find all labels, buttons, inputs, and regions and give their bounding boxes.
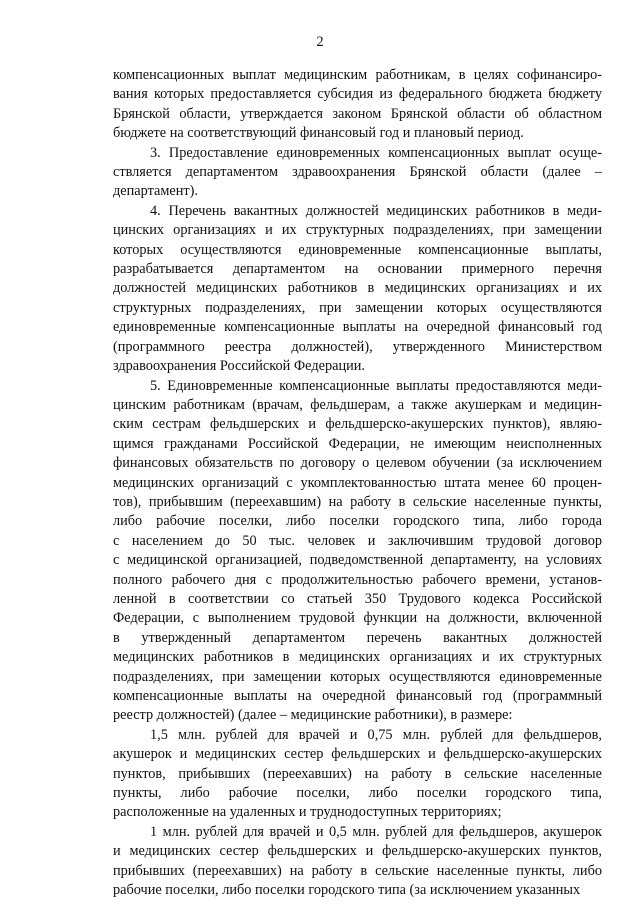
text-line: разрабатывается департаментом на основании примерного перечня (113, 261, 602, 278)
text-line: Федерации, с выполнением трудовой функции на должности, включенной (113, 610, 602, 627)
text-line: либо рабочие поселки, либо поселки городского типа, либо города (113, 513, 602, 530)
text-line: компенсационных выплат медицинским работникам, в целях софинансиро- (113, 67, 602, 83)
page-number: 2 (316, 34, 324, 50)
text-line: 3. Предоставление единовременных компенсационных выплат осуще- (150, 144, 602, 161)
paragraph-continuation (113, 66, 602, 144)
paragraph-3 (113, 144, 602, 202)
paragraph-5-subitem-2 (113, 823, 602, 901)
paragraph-4 (113, 202, 602, 377)
text-line: 1,5 млн. рублей для врачей и 0,75 млн. рублей для фельдшеров, (150, 726, 602, 743)
text-line: вания которых предоставляется субсидия из федерального бюджета бюджету (113, 86, 602, 103)
text-line: щимся гражданами Российской Федерации, не имеющим неисполненных (113, 435, 602, 452)
text-line: медицинских организаций с укомплектованностью штата менее 60 процен- (113, 474, 602, 491)
text-line: ским сестрам фельдшерских и фельдшерско-акушерских пунктов), являю- (113, 416, 602, 433)
text-line: которых осуществляются единовременные компенсационные выплаты, (113, 241, 602, 258)
text-line: 1 млн. рублей для врачей и 0,5 млн. рублей для фельдшеров, акушерок (150, 823, 602, 840)
text-line: ствляется департаментом здравоохранения Брянской области (далее – (113, 164, 602, 181)
text-line: Брянской области, утверждается законом Брянской области об областном (113, 105, 602, 122)
text-line: полного рабочего дня с продолжительностью рабочего времени, установ- (113, 571, 602, 588)
text-line: пунктов, прибывших (переехавших) на работу в сельские населенные (113, 765, 602, 782)
text-line: и медицинских сестер фельдшерских и фельдшерско-акушерских пунктов, (113, 843, 602, 860)
text-line: структурных подразделениях, при замещении которых осуществляются (113, 299, 602, 316)
text-line: финансовых обязательств по договору о целевом обучении (за исключением (113, 455, 602, 472)
paragraph-5-subitem-1 (113, 726, 602, 823)
text-line: компенсационные выплаты на очередной финансовый год (программный (113, 688, 602, 704)
text-line: 4. Перечень вакантных должностей медицинских работников в меди- (150, 202, 602, 219)
text-line: подразделениях, при замещении которых осуществляются единовременные (113, 668, 602, 685)
text-line: прибывших (переехавших) на работу в сельские населенные пункты, либо (113, 862, 602, 879)
text-line: бюджете на соответствующий финансовый год и плановый период. (113, 125, 524, 142)
text-line: рабочие поселки, либо поселки городского типа (за исключением указанных (113, 882, 581, 899)
text-line: ленной в соответствии со статьей 350 Трудового кодекса Российской (113, 590, 602, 607)
text-line: цинским работникам (врачам, фельдшерам, а также акушеркам и медицин- (113, 396, 602, 413)
text-line: пункты, либо рабочие поселки, либо поселки городского типа, (113, 785, 602, 802)
text-line: здравоохранения Российской Федерации. (113, 358, 365, 375)
text-line: 5. Единовременные компенсационные выплаты предоставляются меди- (150, 377, 602, 394)
text-line: департамент). (113, 183, 198, 200)
paragraph-5 (113, 377, 602, 726)
text-line: с населением до 50 тыс. человек и заключившим трудовой договор (113, 532, 602, 549)
document-body (113, 66, 602, 900)
text-line: в утвержденный департаментом перечень вакантных должностей (113, 629, 602, 646)
text-line: тов), прибывшим (переехавшим) на работу в сельские населенные пункты, (113, 493, 602, 510)
text-line: с медицинской организацией, подведомственной департаменту, на условиях (113, 552, 602, 569)
text-line: единовременные компенсационные выплаты на очередной финансовый год (113, 319, 602, 336)
text-line: реестр должностей) (далее – медицинские работники), в размере: (113, 707, 513, 724)
text-line: должностей медицинских работников в медицинских организациях и их (113, 280, 602, 297)
text-line: цинских организациях и их структурных подразделениях, при замещении (113, 222, 602, 239)
text-line: расположенные на удаленных и труднодоступных территориях; (113, 804, 502, 821)
text-line: акушерок и медицинских сестер фельдшерских и фельдшерско-акушерских (113, 746, 602, 763)
text-line: (программного реестра должностей), утвержденного Министерством (113, 338, 602, 355)
text-line: медицинских работников в медицинских организациях и их структурных (113, 649, 602, 666)
